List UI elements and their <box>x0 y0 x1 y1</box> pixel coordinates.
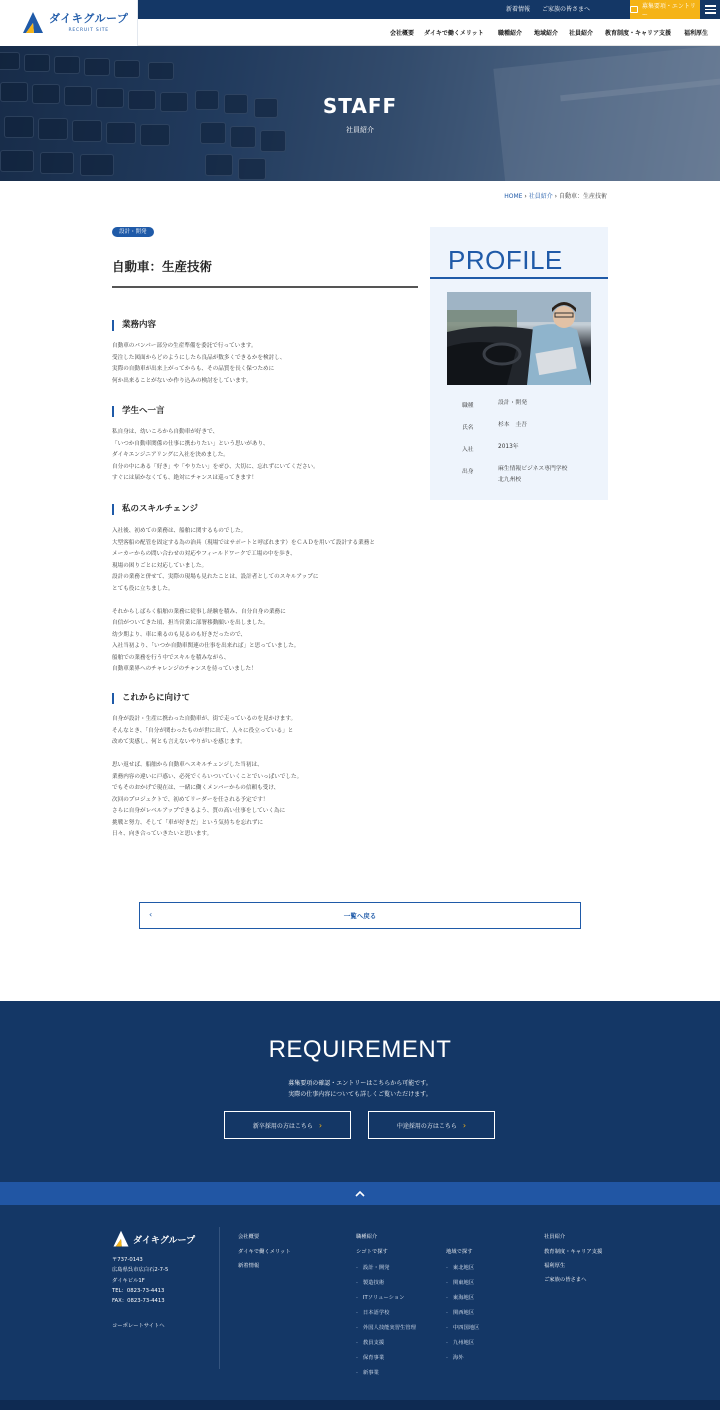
footer-link-overseas[interactable]: - 海外 <box>446 1353 464 1361</box>
footer-link-japanese-school[interactable]: - 日本語学校 <box>356 1308 389 1316</box>
footer-link-new-business[interactable]: - 新事業 <box>356 1368 379 1376</box>
footer-link-education[interactable]: 教育制度・キャリア支援 <box>544 1249 603 1255</box>
breadcrumb-separator: › <box>524 193 527 200</box>
site-footer <box>0 1205 720 1400</box>
footer-bottom-bar <box>0 1400 720 1410</box>
page-title: 自動車：生産技術 <box>112 257 418 288</box>
hamburger-menu-icon[interactable] <box>700 0 720 19</box>
entry-button[interactable] <box>630 0 700 19</box>
logo-name: ダイキグループ <box>49 12 129 26</box>
profile-label-joined: 入社 <box>462 447 474 453</box>
profile-divider <box>430 277 608 279</box>
staff-photo <box>447 292 591 385</box>
requirement-section <box>0 1001 720 1182</box>
category-tag: 設計・開発 <box>112 227 154 237</box>
top-bar <box>138 0 720 19</box>
nav-welfare[interactable]: 福利厚生 <box>684 30 709 37</box>
section-heading-work: 業務内容 <box>112 320 418 331</box>
footer-link-kansai[interactable]: - 関西地区 <box>446 1308 474 1316</box>
profile-value-job: 設計・開発 <box>498 400 527 406</box>
hero-banner <box>0 46 720 181</box>
mid-career-button-label: 中途採用の方はこちら <box>396 1122 457 1130</box>
breadcrumb <box>504 191 607 200</box>
profile-heading: PROFILE <box>448 245 563 275</box>
profile-value-origin-campus: 北九州校 <box>498 477 522 483</box>
section-heading-message: 学生へ一言 <box>112 406 418 417</box>
footer-link-welfare[interactable]: 福利厚生 <box>544 1263 566 1269</box>
requirement-text-1: 募集要項の確認・エントリーはこちらから可能です。 <box>288 1080 432 1087</box>
footer-link-teacher[interactable]: - 教員支援 <box>356 1338 384 1346</box>
profile-value-origin: 麻生情報ビジネス専門学校 <box>498 466 568 472</box>
mid-career-button[interactable] <box>368 1111 495 1139</box>
section-body-future: 自身が設計・生産に携わった自動車が、街で走っているのを見かけます。 そんなとき、「自分が関わったものが世に出て、人々に役立っている」と 改めて実感し、何とも言えないやりがいを感じます。 思い返せば、船舶から自動車へスキルチェンジした当初は、 業務内容の違いに戸惑い、必死でくらいついていくことでいっぱいでした。 でもそのおかげで現在は、一緒に働くメンバーからの信頼も受け、 次回のプロジェクトで、初めてリーダーを任される予定です！ さらに自身がレベルアップできるよう、質の高い仕事をしていく為に 挑戦と努力、そして「車が好きだ」という気持ちを忘れずに 日々、向き合っていきたいと思います。 <box>112 716 303 837</box>
footer-link-manufacturing[interactable]: - 製造技術 <box>356 1278 384 1286</box>
site-header <box>0 0 720 46</box>
footer-link-merit[interactable]: ダイキで働くメリット <box>238 1249 291 1255</box>
profile-label-name: 氏名 <box>462 425 474 431</box>
footer-link-it[interactable]: - ITソリューション <box>356 1293 404 1301</box>
footer-heading-by-area: 地域で探す <box>446 1249 473 1255</box>
corporate-site-link[interactable]: コーポレートサイトへ <box>112 1323 165 1329</box>
requirement-title: REQUIREMENT <box>268 1036 452 1063</box>
footer-divider <box>219 1227 220 1369</box>
section-body-skill: 入社後、初めての業務は、船舶に関するものでした。 大型客船の配管を固定する為の治具（現場ではサポートと呼ばれます）をＣＡＤを用いて設計する業務と メーカーからの問い合わせの対応やフィールドワークで工場の中を歩き、 現場の困りごとに対応していました。 設計の業務と併せて、実際の現場も見れたことは、設計者としてのスキルアップに とても役に立ちました。 それからしばらく船舶の業務に従事し経験を積み、自分自身の業務に 自信がついてきた頃、担当営業に部署移動願いを出しました。 幼少期より、車に乗るのも見るのも好きだったので、 入社当初より、「いつか自動車関連の仕事を出来れば」と思っていました。 船舶での業務を行う中でスキルを積みながら、 自動車業界へのチャレンジのチャンスを待っていました！ <box>112 528 375 672</box>
nav-area[interactable]: 地域紹介 <box>534 30 559 37</box>
back-to-top-button[interactable] <box>0 1182 720 1205</box>
hero-subtitle: 社員紹介 <box>346 126 374 134</box>
breadcrumb-current: 自動車：生産技術 <box>558 193 607 200</box>
entry-button-label: 募集要項・エントリー <box>641 2 696 19</box>
footer-heading-by-work: シゴトで探す <box>356 1249 388 1255</box>
section-body-work: 自動車のバンパー部分の生産準備を委託で行っています。 受注した図面からどのようにしたら良品が数多くできるかを検討し、 実際の自動車が出来上がってからも、その品質を長く保つために 何か出来ることがないか作り込みの検討をしています。 <box>112 343 286 384</box>
section-heading-skill: 私のスキルチェンジ <box>112 504 418 515</box>
footer-link-childcare[interactable]: - 保育事業 <box>356 1353 384 1361</box>
footer-logo-name: ダイキグループ <box>133 1235 196 1246</box>
nav-merit[interactable]: ダイキで働くメリット <box>424 30 484 37</box>
nav-staff[interactable]: 社員紹介 <box>569 30 594 37</box>
new-grad-button-label: 新卒採用の方はこちら <box>252 1122 313 1130</box>
chevron-left-icon: ‹ <box>149 910 153 919</box>
footer-link-tohoku[interactable]: - 東北地区 <box>446 1263 474 1271</box>
footer-link-tokai[interactable]: - 東海地区 <box>446 1293 474 1301</box>
profile-value-joined: 2013年 <box>498 444 519 450</box>
footer-link-trainee[interactable]: - 外国人技能実習生管理 <box>356 1323 416 1331</box>
nav-jobs[interactable]: 職種紹介 <box>498 30 523 37</box>
footer-link-news[interactable]: 新着情報 <box>238 1263 260 1269</box>
footer-link-kanto[interactable]: - 関東地区 <box>446 1278 474 1286</box>
document-icon <box>630 6 638 13</box>
footer-link-family[interactable]: ご家族の皆さまへ <box>544 1277 587 1283</box>
section-body-message: 私自身は、幼いころから自動車が好きで、 「いつか自動車関係の仕事に携わりたい」という思いがあり、 ダイキエンジニアリングに入社を決めました。 自分の中にある「好き」や「やりたい」をぜひ、大切に、忘れずにいてください。 すぐには届かなくても、絶対にチャンスは巡ってきます！ <box>112 429 319 481</box>
profile-card <box>430 227 608 500</box>
footer-link-design[interactable]: - 設計・開発 <box>356 1263 389 1271</box>
footer-link-staff[interactable]: 社員紹介 <box>544 1234 566 1240</box>
back-to-list-label: 一覧へ戻る <box>343 912 377 920</box>
logo-mark-icon <box>22 11 44 35</box>
breadcrumb-staff[interactable]: 社員紹介 <box>528 193 553 200</box>
logo-mark-icon <box>112 1230 130 1248</box>
requirement-text-2: 実際の仕事内容についても詳しくご覧いただけます。 <box>288 1091 432 1098</box>
profile-label-origin: 出身 <box>462 469 474 475</box>
back-to-list-button[interactable] <box>139 902 581 929</box>
breadcrumb-home[interactable]: HOME <box>504 193 523 200</box>
news-link[interactable]: 新着情報 <box>506 6 531 13</box>
section-heading-future: これからに向けて <box>112 693 418 704</box>
footer-logo[interactable] <box>112 1230 195 1248</box>
footer-link-kyushu[interactable]: - 九州地区 <box>446 1338 474 1346</box>
nav-education[interactable]: 教育制度・キャリア支援 <box>605 30 672 37</box>
footer-link-company[interactable]: 会社概要 <box>238 1234 260 1240</box>
footer-address: 〒737-0143 広島県呉市広白石2-7-5 ダイキビル1F TEL：0823-73-4413 FAX：0823-73-4413 <box>112 1257 169 1305</box>
footer-link-chushikoku[interactable]: - 中四国地区 <box>446 1323 479 1331</box>
chevron-up-icon <box>354 1190 366 1198</box>
profile-label-job: 職種 <box>462 403 474 409</box>
family-link[interactable]: ご家族の皆さまへ <box>542 6 591 13</box>
site-logo[interactable] <box>0 0 138 46</box>
chevron-right-icon: › <box>318 1120 323 1130</box>
chevron-right-icon: › <box>462 1120 467 1130</box>
nav-company[interactable]: 会社概要 <box>390 30 415 37</box>
footer-link-jobs[interactable]: 職種紹介 <box>356 1234 378 1240</box>
breadcrumb-separator: › <box>554 193 558 200</box>
hero-title: STAFF <box>322 94 398 118</box>
new-grad-button[interactable] <box>224 1111 351 1139</box>
profile-value-name: 杉本 圭吾 <box>498 422 527 428</box>
logo-sub: RECRUIT SITE <box>68 27 109 33</box>
